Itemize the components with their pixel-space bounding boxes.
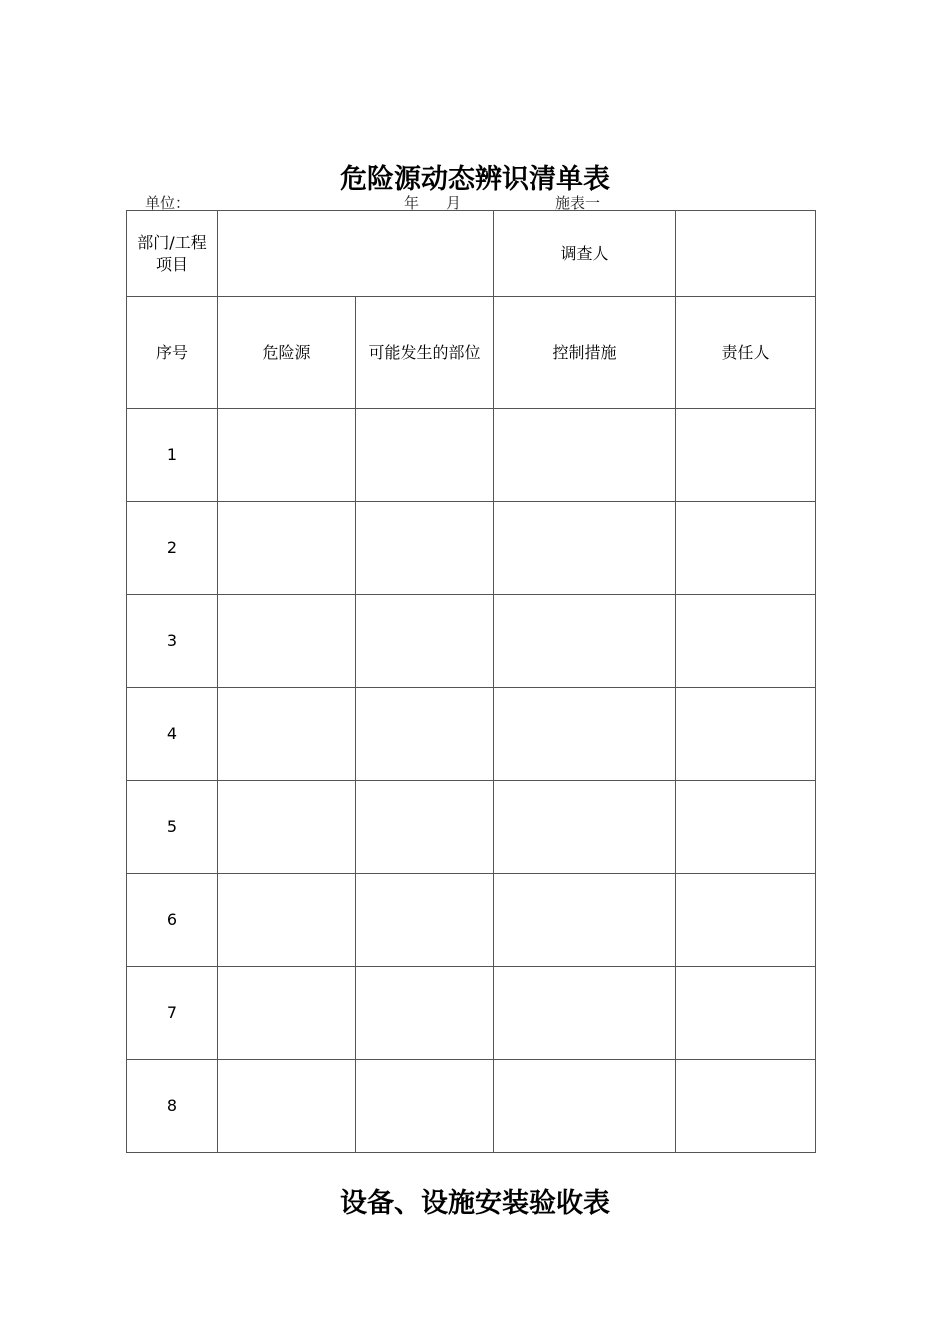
dept-value-field[interactable] [218, 211, 494, 297]
location-cell[interactable] [356, 967, 494, 1060]
page-title: 危险源动态辨识清单表 [340, 164, 610, 195]
row-number: 4 [127, 688, 218, 781]
responsible-cell[interactable] [676, 595, 816, 688]
table-row [127, 874, 816, 967]
column-header-location: 可能发生的部位 [356, 297, 494, 409]
dept-row [127, 211, 816, 297]
location-cell[interactable] [356, 781, 494, 874]
row-number: 8 [127, 1060, 218, 1153]
dept-label-cell [127, 211, 218, 297]
table-row [127, 502, 816, 595]
hazard-cell[interactable] [218, 688, 356, 781]
table-row [127, 595, 816, 688]
measures-cell[interactable] [494, 874, 676, 967]
next-section-title: 设备、设施安装验收表 [340, 1188, 610, 1219]
column-header-responsible: 责任人 [676, 297, 816, 409]
measures-cell[interactable] [494, 409, 676, 502]
measures-cell[interactable] [494, 688, 676, 781]
investigator-label: 调查人 [494, 211, 676, 297]
unit-label: 单位： [145, 194, 191, 212]
column-header-measures: 控制措施 [494, 297, 676, 409]
hazard-cell[interactable] [218, 874, 356, 967]
table-row [127, 688, 816, 781]
hazard-cell[interactable] [218, 967, 356, 1060]
hazard-cell[interactable] [218, 781, 356, 874]
row-number: 1 [127, 409, 218, 502]
measures-cell[interactable] [494, 1060, 676, 1153]
row-number: 3 [127, 595, 218, 688]
column-header-no: 序号 [127, 297, 218, 409]
responsible-cell[interactable] [676, 874, 816, 967]
row-number: 2 [127, 502, 218, 595]
table-row [127, 781, 816, 874]
responsible-cell[interactable] [676, 1060, 816, 1153]
table-row [127, 409, 816, 502]
month-label: 月 [446, 194, 462, 212]
responsible-cell[interactable] [676, 409, 816, 502]
measures-cell[interactable] [494, 595, 676, 688]
table-row [127, 967, 816, 1060]
form-code: 施表一 [555, 194, 601, 212]
row-number: 5 [127, 781, 218, 874]
row-number: 6 [127, 874, 218, 967]
row-number: 7 [127, 967, 218, 1060]
responsible-cell[interactable] [676, 688, 816, 781]
hazard-cell[interactable] [218, 595, 356, 688]
dept-label-line1: 部门/工程 [137, 232, 207, 252]
hazard-cell[interactable] [218, 502, 356, 595]
location-cell[interactable] [356, 502, 494, 595]
measures-cell[interactable] [494, 967, 676, 1060]
location-cell[interactable] [356, 595, 494, 688]
location-cell[interactable] [356, 688, 494, 781]
year-label: 年 [404, 194, 420, 212]
hazard-cell[interactable] [218, 1060, 356, 1153]
hazard-cell[interactable] [218, 409, 356, 502]
responsible-cell[interactable] [676, 967, 816, 1060]
table-row [127, 1060, 816, 1153]
responsible-cell[interactable] [676, 781, 816, 874]
measures-cell[interactable] [494, 502, 676, 595]
hazard-table [126, 210, 816, 1153]
location-cell[interactable] [356, 409, 494, 502]
location-cell[interactable] [356, 874, 494, 967]
location-cell[interactable] [356, 1060, 494, 1153]
dept-label-line2: 项目 [155, 254, 188, 274]
investigator-value-field[interactable] [676, 211, 816, 297]
measures-cell[interactable] [494, 781, 676, 874]
responsible-cell[interactable] [676, 502, 816, 595]
column-header-hazard: 危险源 [218, 297, 356, 409]
column-header-row [127, 297, 816, 409]
